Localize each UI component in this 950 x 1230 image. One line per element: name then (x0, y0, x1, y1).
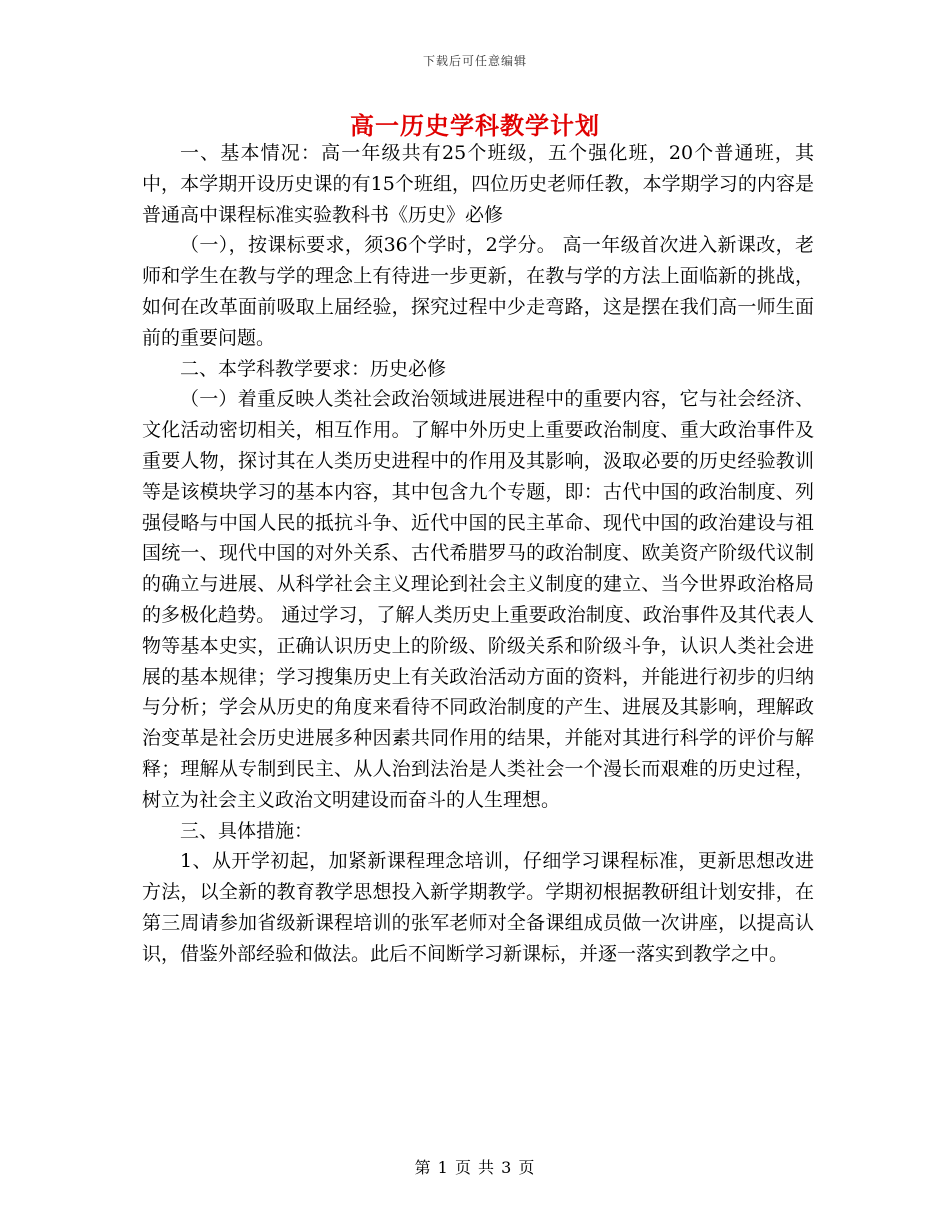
footer-suffix: 页 (518, 1158, 536, 1177)
footer-total-pages: 3 (501, 1158, 513, 1177)
header-note: 下载后可任意编辑 (422, 54, 527, 68)
heading-specific-measures: 三、具体措施： (180, 819, 314, 842)
footer-page-number: 1 (437, 1158, 449, 1177)
paragraph-measure-1: 1、从开学初起，加紧新课程理念培训，仔细学习课程标准，更新思想改进方法，以全新的教育教学思想投入新学期教学。学期初根据教研组计划安排，在第三周请参加省级新课程培训的张军老师对全备课组成员做一次讲座，以提高认识，借鉴外部经验和做法。此后不间断学习新课标，并逐一落实到教学之中。 (142, 850, 814, 965)
paragraph-module-content: （一）着重反映人类社会政治领域进展进程中的重要内容，它与社会经济、文化活动密切相关，相互作用。了解中外历史上重要政治制度、重大政治事件及重要人物，探讨其在人类历史进程中的作用及其影响，汲取必要的历史经验教训等是该模块学习的基本内容，其中包含九个专题，即：古代中国的政治制度、列强侵略与中国人民的抵抗斗争、近代中国的民主革命、现代中国的政治建设与祖国统一、现代中国的对外关系、古代希腊罗马的政治制度、欧美资产阶级代议制的确立与进展、从科学社会主义理论到社会主义制度的建立、当今世界政治格局的多极化趋势。 通过学习，了解人类历史上重要政治制度、政治事件及其代表人物等基本史实，正确认识历史上的阶级、阶级关系和阶级斗争，认识人类社会进展的基本规律；学习搜集历史上有关政治活动方面的资料，并能进行初步的归纳与分析；学会从历史的角度来看待不同政治制度的产生、进展及其影响，理解政治变革是社会历史进展多种因素共同作用的结果，并能对其进行科学的评价与解释；理解从专制到民主、从人治到法治是人类社会一个漫长而艰难的历史过程，树立为社会主义政治文明建设而奋斗的人生理想。 (142, 388, 814, 811)
page-footer (0, 1155, 950, 1178)
document-body (142, 138, 814, 970)
heading-teaching-requirements: 二、本学科教学要求：历史必修 (180, 357, 447, 380)
paragraph-basic-situation: 一、基本情况：高一年级共有25个班级，五个强化班，20个普通班，其中，本学期开设历史课的有15个班组，四位历史老师任教，本学期学习的内容是普通高中课程标准实验教科书《历史》必修 (142, 142, 814, 226)
footer-middle: 页 共 (454, 1158, 496, 1177)
paragraph-course-requirements: （一），按课标要求，须36个学时，2学分。 高一年级首次进入新课改，老师和学生在教与学的理念上有待进一步更新，在教与学的方法上面临新的挑战，如何在改革面前吸取上届经验，探究过程中少走弯路，这是摆在我们高一师生面前的重要问题。 (142, 234, 814, 349)
document-title: 高一历史学科教学计划 (350, 111, 600, 140)
footer-prefix: 第 (414, 1158, 432, 1177)
